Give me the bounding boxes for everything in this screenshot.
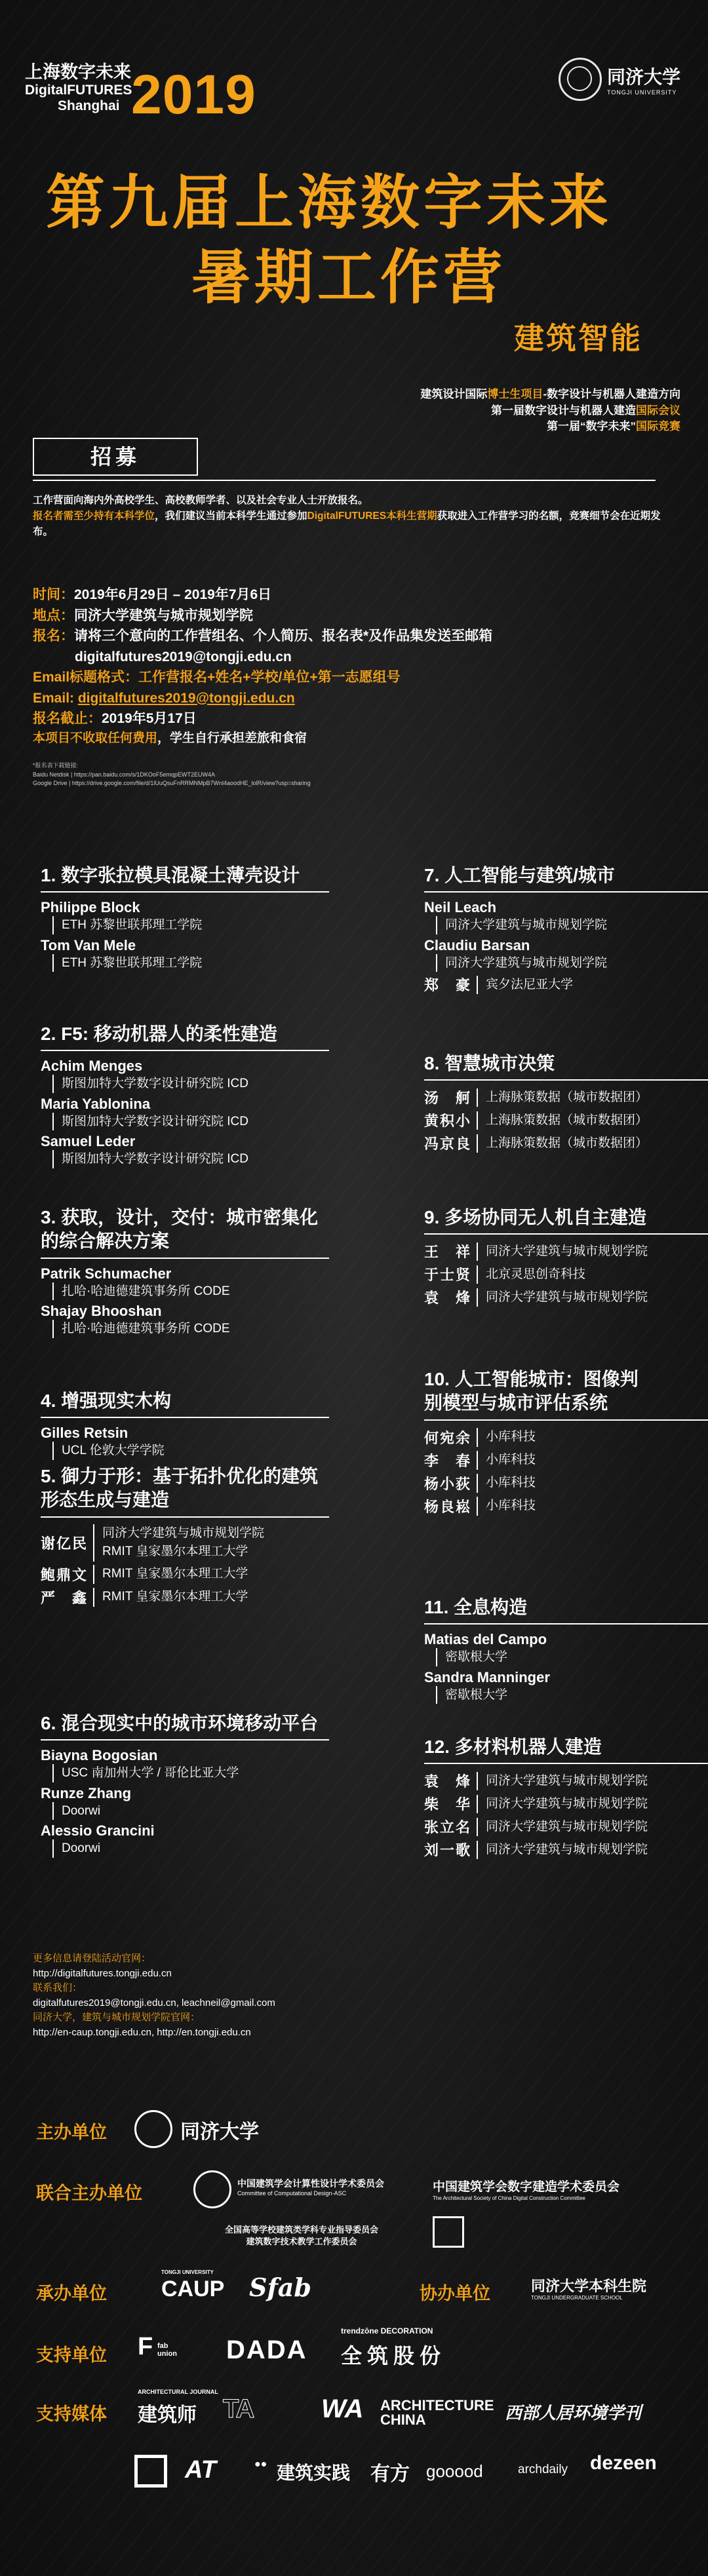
quanzhu-logo: 全筑股份 — [341, 2344, 446, 2368]
event-item: 建筑设计国际博士生项目-数字设计与机器人建造方向 — [420, 388, 680, 400]
event-list — [420, 387, 680, 435]
tutor-row — [41, 1564, 349, 1585]
recruit-section-header — [33, 438, 656, 481]
tutor-name: 鲍鼎文 — [41, 1566, 88, 1583]
tutor-affiliation: 同济大学建筑与城市规划学院 — [477, 1795, 648, 1814]
tutor-name: Tom Van Mele — [41, 936, 136, 953]
title-underline — [424, 1763, 708, 1764]
project-title: 6. 混合现实中的城市环境移动平台 — [41, 1713, 319, 1733]
tutor-name: Patrik Schumacher — [41, 1265, 172, 1282]
tutor-affiliation: 小库科技 — [477, 1428, 536, 1447]
cohost-2: 中国建筑学会数字建造学术委员会 — [433, 2180, 620, 2194]
title-underline — [424, 1233, 708, 1235]
west-journal-logo: 西部人居环境学刊 — [505, 2404, 642, 2423]
ta-logo: TA — [223, 2394, 254, 2423]
apply-email[interactable]: digitalfutures2019@tongji.edu.cn — [75, 649, 292, 664]
project-title: 11. 全息构造 — [424, 1597, 528, 1617]
dezeen-logo: dezeen — [590, 2452, 657, 2474]
project-title: 1. 数字张拉模具混凝土薄壳设计 — [41, 865, 300, 885]
title-underline — [41, 1739, 329, 1740]
email-format-row: Email标题格式：工作营报名+姓名+学校/单位+第一志愿组号 — [33, 670, 401, 685]
caup-links[interactable]: http://en-caup.tongji.edu.cn, http://en.tongji.edu.cn — [33, 2026, 251, 2038]
website-link[interactable]: http://digitalfutures.tongji.edu.cn — [33, 1967, 172, 1979]
tutor-name: 柴 华 — [424, 1796, 472, 1813]
title-underline — [41, 1417, 329, 1418]
tutor-name: Sandra Manninger — [424, 1668, 550, 1685]
tutor-affiliation: 同济大学建筑与城市规划学院 — [477, 1242, 648, 1261]
archdaily-logo: archdaily — [518, 2463, 568, 2476]
architectural-journal-top: ARCHITECTURAL JOURNAL — [138, 2389, 218, 2395]
tutor-affiliation: 上海脉策数据（城市数据团） — [477, 1134, 648, 1153]
project-block — [41, 1389, 349, 1460]
caup-logo: CAUP — [161, 2277, 225, 2301]
tutor-affiliation: Doorwi — [52, 1802, 349, 1820]
tutor-affiliation: 同济大学建筑与城市规划学院 — [477, 1288, 648, 1307]
project-block — [41, 1022, 349, 1168]
tutor-affiliation: ETH 苏黎世联邦理工学院 — [52, 916, 349, 934]
tutor-name: Claudiu Barsan — [424, 936, 530, 953]
title-underline — [424, 1079, 708, 1081]
tutor-affiliation: 小库科技 — [477, 1474, 536, 1493]
tutor-row — [424, 1241, 708, 1261]
logo-line-1: 上海数字未来 — [25, 62, 131, 82]
email-link[interactable]: digitalfutures2019@tongji.edu.cn — [77, 690, 295, 706]
media-square-logo-icon — [134, 2455, 167, 2488]
sfab-logo: Sfab — [249, 2273, 311, 2302]
project-title: 2. F5: 移动机器人的柔性建造 — [41, 1024, 277, 1044]
project-block — [424, 1735, 708, 1860]
more-info: 更多信息请登陆活动官网： http://digitalfutures.tongji.edu.cn 联系我们： digitalfutures2019@tongji.edu.cn, leachneil@gmail.com 同济大学，建筑与城市规划学院官网： http://en-caup.tongji.edu.cn, http://en.tongji.edu.cn — [33, 1951, 426, 2040]
project-block — [41, 1465, 349, 1607]
tutor-name: 谢亿民 — [41, 1535, 88, 1552]
project-block — [41, 1206, 349, 1338]
tutor-row — [41, 1524, 349, 1562]
apply-row: 报名：请将三个意向的工作营组名、个人简历、报名表*及作品集发送至邮箱 — [33, 628, 493, 644]
project-title: 别模型与城市评估系统 — [424, 1393, 608, 1413]
project-title: 形态生成与建造 — [41, 1490, 170, 1510]
tutor-affiliation: RMIT 皇家墨尔本理工大学 — [93, 1588, 248, 1607]
theme-subtitle: 建筑智能 — [514, 321, 642, 355]
tutor-affiliation: 上海脉策数据（城市数据团） — [477, 1111, 648, 1130]
project-block — [424, 1052, 708, 1153]
digital-construction-emblem-icon — [433, 2216, 464, 2248]
tutor-affiliation: 斯图加特大学数字设计研究院 ICD — [52, 1113, 349, 1131]
tutor-row — [424, 1496, 708, 1516]
tutor-name: Samuel Leder — [41, 1133, 136, 1150]
tutor-affiliation: 同济大学建筑与城市规划学院 — [436, 916, 708, 934]
title-underline — [424, 1419, 708, 1421]
cohost-label: 联合主办单位 — [36, 2183, 142, 2203]
architectural-journal-logo: 建筑师 — [138, 2404, 197, 2427]
year-text: 2019 — [131, 64, 256, 125]
tutor-row — [424, 1087, 708, 1107]
contact-emails[interactable]: digitalfutures2019@tongji.edu.cn, leachneil@gmail.com — [33, 1997, 275, 2009]
tutor-name: 郑 豪 — [424, 977, 472, 994]
tutor-affiliation: 密歇根大学 — [436, 1648, 708, 1666]
co-organizer-label: 协办单位 — [420, 2284, 490, 2303]
tutor-affiliation: 北京灵思创奇科技 — [477, 1265, 585, 1284]
digitalfutures-logo — [25, 62, 132, 114]
title-underline — [424, 891, 708, 893]
title-underline — [424, 1623, 708, 1624]
tutor-name: 袁 烽 — [424, 1773, 472, 1790]
project-title: 3. 获取，设计，交付：城市密集化 — [41, 1207, 319, 1227]
tutor-affiliation: 同济大学建筑与城市规划学院 — [436, 954, 708, 972]
event-item: 第一届“数字未来”国际竞赛 — [547, 420, 680, 433]
practice-logo: 建筑实践 — [277, 2463, 351, 2483]
tutor-row — [424, 1450, 708, 1471]
host-label: 主办单位 — [36, 2123, 107, 2142]
tutor-name: Neil Leach — [424, 899, 497, 916]
tutor-name: 刘一歌 — [424, 1842, 472, 1859]
tutor-affiliation: 斯图加特大学数字设计研究院 ICD — [52, 1075, 349, 1093]
tutor-name: 何宛余 — [424, 1429, 472, 1446]
tutor-name: 袁 烽 — [424, 1290, 472, 1307]
host-logo: 同济大学 — [180, 2121, 259, 2143]
tutor-name: Shajay Bhooshan — [41, 1303, 162, 1320]
tutor-affiliation: 上海脉策数据（城市数据团） — [477, 1088, 648, 1107]
tutor-affiliation: ETH 苏黎世联邦理工学院 — [52, 954, 349, 972]
tutor-name: 于士贤 — [424, 1267, 472, 1284]
architecture-china-logo: ARCHITECTURE CHINA — [380, 2397, 494, 2428]
cohost-3-line2: 建筑数字技术教学工作委员会 — [246, 2237, 357, 2246]
tongji-seal-icon — [134, 2110, 172, 2148]
tutor-affiliation: Doorwi — [52, 1839, 349, 1858]
logo-line-3: Shanghai — [58, 98, 120, 114]
tutor-name: Runze Zhang — [41, 1784, 132, 1801]
project-block — [424, 864, 708, 995]
tutor-row — [424, 1839, 708, 1860]
tutor-row — [424, 1794, 708, 1814]
logo-line-2: DigitalFUTURES — [25, 83, 132, 98]
tutor-name: 张立名 — [424, 1819, 472, 1836]
wa-logo: WA — [321, 2394, 364, 2423]
tongji-seal-icon — [559, 58, 602, 101]
tutor-name: Maria Yablonina — [41, 1095, 151, 1112]
form-download-links: *报名表下载链接: Baidu Netdisk | https://pan.baidu.com/s/1DKOoF5emqpEWT2EUW4A Google Drive | https://drive.google.com/file/d/1lUuQsuFnRRMNMpB7Wnl4aoodHE_lolR/view?usp=sharing — [33, 761, 557, 788]
media-ap-icon: ●● — [254, 2459, 267, 2470]
tutor-row — [41, 1587, 349, 1607]
tutor-affiliation: 密歇根大学 — [436, 1686, 708, 1704]
university-logo-text: 同济大学 — [607, 66, 681, 88]
cohost-1: 中国建筑学会计算性设计学术委员会 — [237, 2178, 384, 2189]
tutor-name: 汤 舸 — [424, 1090, 472, 1107]
tutor-name: Biayna Bogosian — [41, 1747, 158, 1764]
email-row: Email: digitalfutures2019@tongji.edu.cn — [33, 690, 295, 706]
tutor-row — [424, 1771, 708, 1791]
fee-row: 本项目不收取任何费用，学生自行承担差旅和食宿 — [33, 731, 307, 745]
tutor-affiliation: 小库科技 — [477, 1497, 536, 1516]
title-underline — [41, 1258, 329, 1259]
place-row: 地点：同济大学建筑与城市规划学院 — [33, 607, 253, 623]
tutor-name: Philippe Block — [41, 899, 140, 916]
trendzone-text: trendzōne DECORATION — [341, 2326, 433, 2336]
tutor-name: Achim Menges — [41, 1058, 143, 1075]
baidu-link[interactable]: Baidu Netdisk | https://pan.baidu.com/s/1DKOoF5emqpEWT2EUW4A — [33, 771, 215, 778]
tutor-affiliation: 同济大学建筑与城市规划学院 RMIT 皇家墨尔本理工大学 — [93, 1524, 264, 1562]
recruit-label: 招募 — [33, 438, 198, 476]
cohost-3-line1: 全国高等学校建筑类学科专业指导委员会 — [224, 2225, 378, 2235]
gooood-logo: gooood — [426, 2461, 483, 2481]
tutor-row — [424, 1817, 708, 1837]
project-title: 4. 增强现实木构 — [41, 1391, 172, 1411]
recruit-intro: 工作营面向海内外高校学生、高校教师学者、以及社会专业人士开放报名。 报名者需至少持有本科学位，我们建议当前本科学生通过参加DigitalFUTURES本科生营期获取进入工作营学习的名额，竞赛细节会在近期发布。 — [33, 495, 661, 538]
university-en-text: TONGJI UNIVERSITY — [607, 89, 677, 96]
tutor-affiliation: 扎哈·哈迪德建筑事务所 CODE — [52, 1320, 349, 1338]
deadline-row: 报名截止：2019年5月17日 — [33, 711, 197, 726]
main-title-line-1: 第九届上海数字未来 — [46, 170, 612, 236]
tutor-affiliation: 同济大学建筑与城市规划学院 — [477, 1818, 648, 1837]
tutor-affiliation: 同济大学建筑与城市规划学院 — [477, 1841, 648, 1860]
tutor-row — [424, 974, 708, 995]
tutor-name: 王 祥 — [424, 1244, 472, 1261]
co-organizer-en: TONGJI UNDERGRADUATE SCHOOL — [531, 2295, 623, 2301]
tutor-name: 冯京良 — [424, 1136, 472, 1153]
title-underline — [41, 891, 329, 893]
tutor-name: Alessio Grancini — [41, 1822, 155, 1839]
project-title: 5. 御力于形：基于拓扑优化的建筑 — [41, 1466, 319, 1486]
google-link[interactable]: Google Drive | https://drive.google.com/file/d/1lUuQsuFnRRMNMpB7Wnl4aoodHE_lolR/view?usp=sharing — [33, 780, 311, 786]
organizer-label: 承办单位 — [36, 2284, 107, 2303]
tutor-row — [424, 1287, 708, 1307]
project-block — [424, 1368, 708, 1516]
tutor-name: Matias del Campo — [424, 1631, 547, 1648]
main-title-line-2: 暑期工作营 — [191, 245, 506, 311]
project-title: 12. 多材料机器人建造 — [424, 1737, 602, 1757]
tutor-name: 李 春 — [424, 1452, 472, 1469]
project-title: 7. 人工智能与建筑/城市 — [424, 865, 615, 885]
tutor-name: 杨良崧 — [424, 1498, 472, 1515]
project-block — [424, 1206, 708, 1307]
project-block — [41, 864, 349, 972]
tutor-row — [424, 1133, 708, 1153]
project-block — [424, 1596, 708, 1704]
tutor-name: 黄积小 — [424, 1113, 472, 1130]
project-block — [41, 1712, 349, 1858]
title-underline — [41, 1516, 329, 1518]
tutor-affiliation: 斯图加特大学数字设计研究院 ICD — [52, 1150, 349, 1168]
tutor-affiliation: RMIT 皇家墨尔本理工大学 — [93, 1565, 248, 1584]
cohost-1-en: Committee of Computational Design-ASC — [237, 2190, 347, 2197]
tutor-affiliation: 宾夕法尼亚大学 — [477, 976, 573, 995]
project-title: 8. 智慧城市决策 — [424, 1053, 555, 1073]
at-logo: AT — [185, 2456, 216, 2484]
tutor-affiliation: 小库科技 — [477, 1451, 536, 1470]
project-title: 10. 人工智能城市：图像判 — [424, 1369, 639, 1389]
tutor-affiliation: 扎哈·哈迪德建筑事务所 CODE — [52, 1282, 349, 1301]
support-label: 支持单位 — [36, 2345, 107, 2365]
asc-computational-emblem-icon — [193, 2170, 231, 2208]
tutor-row — [424, 1473, 708, 1493]
caup-top: TONGJI UNIVERSITY — [161, 2269, 214, 2275]
co-organizer-logo: 同济大学本科生院 — [531, 2278, 647, 2294]
project-title: 9. 多场协同无人机自主建造 — [424, 1207, 647, 1227]
youfang-logo: 有方 — [370, 2463, 410, 2486]
tutor-name: 严 鑫 — [41, 1589, 88, 1606]
tutor-affiliation: USC 南加州大学 / 哥伦比亚大学 — [52, 1764, 349, 1782]
tutor-affiliation: 同济大学建筑与城市规划学院 — [477, 1772, 648, 1791]
dada-logo: DADA — [226, 2336, 307, 2364]
project-title: 的综合解决方案 — [41, 1231, 170, 1252]
tutor-affiliation: UCL 伦敦大学学院 — [52, 1442, 349, 1460]
recruit-details — [33, 585, 675, 748]
title-underline — [41, 1050, 329, 1051]
time-row: 时间：2019年6月29日 – 2019年7月6日 — [33, 587, 272, 602]
fab-union-text: fab union — [157, 2342, 177, 2358]
tutor-row — [424, 1110, 708, 1130]
fab-union-logo: F — [138, 2333, 153, 2360]
media-label: 支持媒体 — [36, 2404, 107, 2424]
cohost-2-en: The Architectural Society of China Digital Construction Committee — [433, 2195, 585, 2201]
tutor-row — [424, 1264, 708, 1284]
tutor-row — [424, 1427, 708, 1448]
tutor-name: 杨小荻 — [424, 1475, 472, 1492]
event-item: 第一届数字设计与机器人建造国际会议 — [491, 404, 680, 417]
tutor-name: Gilles Retsin — [41, 1425, 128, 1442]
